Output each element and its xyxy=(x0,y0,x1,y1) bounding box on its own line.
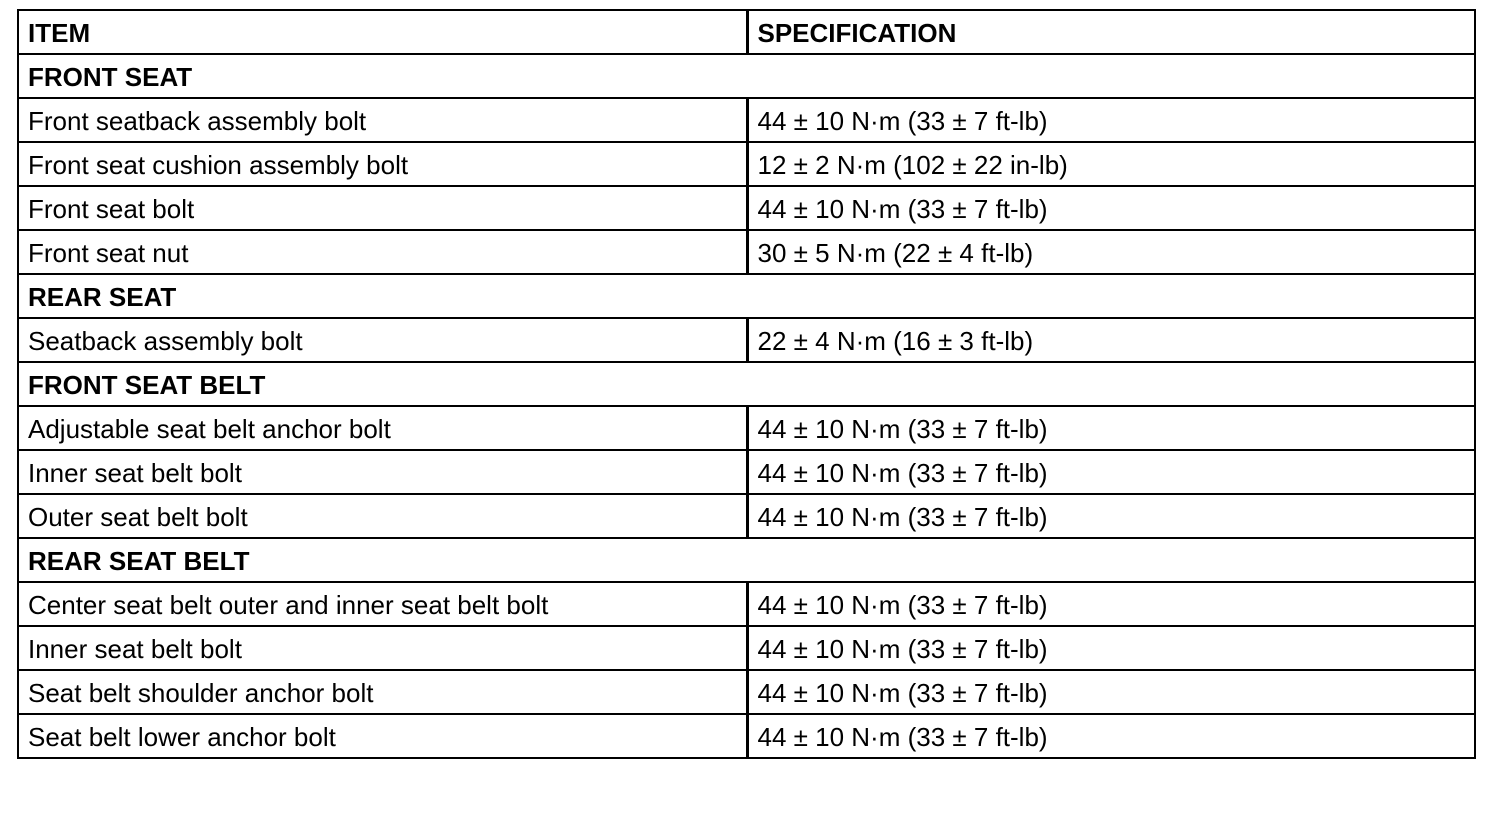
table-header-row xyxy=(18,10,1475,54)
table-row xyxy=(18,318,1475,362)
table-row xyxy=(18,406,1475,450)
section-row xyxy=(18,54,1475,98)
item-cell: Outer seat belt bolt xyxy=(18,494,747,538)
table-row xyxy=(18,582,1475,626)
table-row xyxy=(18,670,1475,714)
specification-cell: 30 ± 5 N·m (22 ± 4 ft-lb) xyxy=(747,230,1475,274)
table-row xyxy=(18,230,1475,274)
table-row xyxy=(18,626,1475,670)
item-cell: Seat belt lower anchor bolt xyxy=(18,714,747,758)
specification-table xyxy=(17,9,1476,759)
table-row xyxy=(18,494,1475,538)
specification-cell: 22 ± 4 N·m (16 ± 3 ft-lb) xyxy=(747,318,1475,362)
item-cell: Front seat cushion assembly bolt xyxy=(18,142,747,186)
table-row xyxy=(18,450,1475,494)
item-cell: Center seat belt outer and inner seat belt bolt xyxy=(18,582,747,626)
item-cell: Adjustable seat belt anchor bolt xyxy=(18,406,747,450)
item-cell: Inner seat belt bolt xyxy=(18,626,747,670)
item-cell: Seatback assembly bolt xyxy=(18,318,747,362)
specification-table-body xyxy=(18,10,1475,758)
specification-cell: 44 ± 10 N·m (33 ± 7 ft-lb) xyxy=(747,670,1475,714)
specification-cell: 44 ± 10 N·m (33 ± 7 ft-lb) xyxy=(747,626,1475,670)
table-row xyxy=(18,714,1475,758)
specification-cell: 44 ± 10 N·m (33 ± 7 ft-lb) xyxy=(747,186,1475,230)
section-row xyxy=(18,274,1475,318)
section-title: FRONT SEAT BELT xyxy=(18,362,1475,406)
specification-cell: 12 ± 2 N·m (102 ± 22 in-lb) xyxy=(747,142,1475,186)
specification-cell: 44 ± 10 N·m (33 ± 7 ft-lb) xyxy=(747,582,1475,626)
section-title: FRONT SEAT xyxy=(18,54,1475,98)
section-title: REAR SEAT xyxy=(18,274,1475,318)
column-header-specification: SPECIFICATION xyxy=(747,10,1475,54)
specification-cell: 44 ± 10 N·m (33 ± 7 ft-lb) xyxy=(747,98,1475,142)
item-cell: Front seat nut xyxy=(18,230,747,274)
table-row xyxy=(18,142,1475,186)
specification-cell: 44 ± 10 N·m (33 ± 7 ft-lb) xyxy=(747,406,1475,450)
item-cell: Front seat bolt xyxy=(18,186,747,230)
specification-cell: 44 ± 10 N·m (33 ± 7 ft-lb) xyxy=(747,714,1475,758)
section-row xyxy=(18,538,1475,582)
item-cell: Front seatback assembly bolt xyxy=(18,98,747,142)
table-row xyxy=(18,98,1475,142)
specification-cell: 44 ± 10 N·m (33 ± 7 ft-lb) xyxy=(747,494,1475,538)
specification-cell: 44 ± 10 N·m (33 ± 7 ft-lb) xyxy=(747,450,1475,494)
item-cell: Seat belt shoulder anchor bolt xyxy=(18,670,747,714)
section-row xyxy=(18,362,1475,406)
table-row xyxy=(18,186,1475,230)
section-title: REAR SEAT BELT xyxy=(18,538,1475,582)
item-cell: Inner seat belt bolt xyxy=(18,450,747,494)
column-header-item: ITEM xyxy=(18,10,747,54)
